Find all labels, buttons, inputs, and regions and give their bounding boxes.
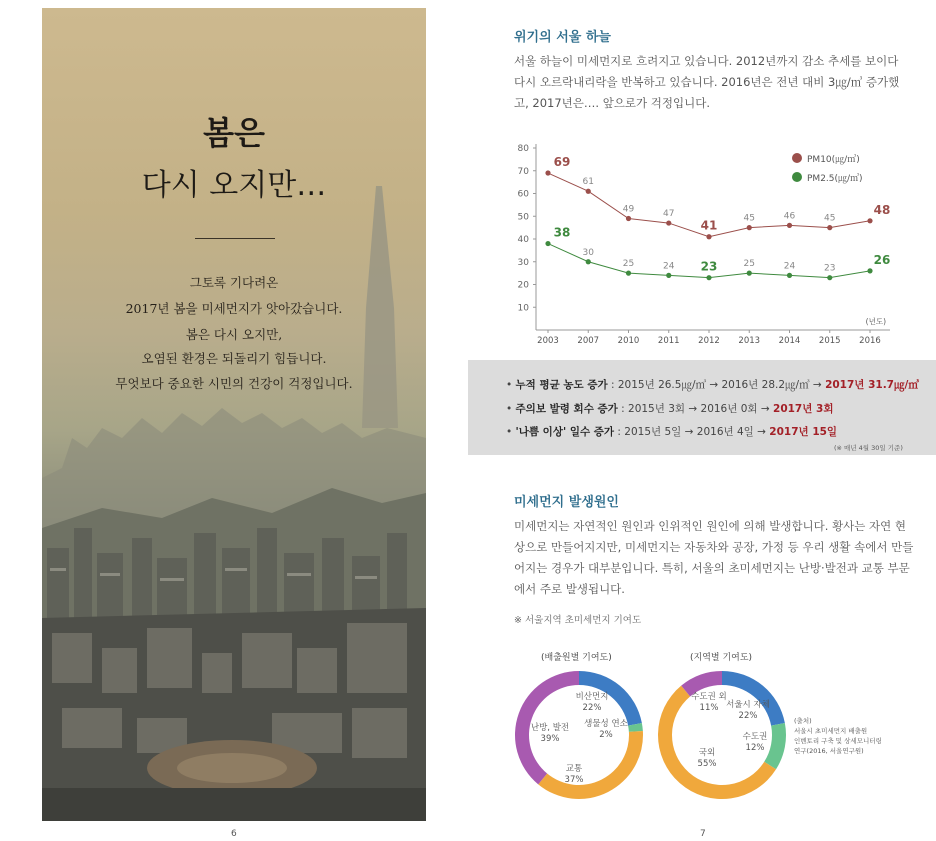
data-label: 48 (873, 202, 891, 217)
y-tick-label: 20 (517, 280, 529, 291)
stat-item: • 누적 평균 농도 증가 : 2015년 26.5㎍/㎥ → 2016년 28.2㎍/㎥ → 2017년 31.7㎍/㎥ (506, 379, 919, 391)
region-donut (655, 668, 789, 802)
data-label: 49 (622, 204, 635, 215)
data-label: 25 (622, 259, 635, 270)
cover-body-line: 2017년 봄을 미세먼지가 앗아갔습니다. (125, 301, 343, 316)
x-tick-label: 2010 (617, 336, 640, 346)
data-point (626, 216, 631, 221)
data-label: 61 (582, 177, 594, 188)
donut-note: ※ 서울지역 초미세먼지 기여도 (514, 615, 642, 626)
donut-slice (764, 723, 786, 769)
y-tick-label: 40 (517, 235, 529, 245)
cover-body-line: 그토록 기다려온 (189, 275, 279, 290)
y-tick-label: 50 (517, 212, 529, 223)
legend-marker (792, 172, 802, 182)
data-point (626, 271, 631, 276)
slice-value: 11% (699, 703, 719, 713)
source-line: (출처) (794, 717, 812, 725)
section-title-causes: 미세먼지 발생원인 (514, 495, 619, 510)
source-line: 인벤토리 구축 및 상세모니터링 (794, 737, 882, 745)
slice-value: 12% (745, 743, 765, 753)
x-tick-label: 2003 (537, 336, 559, 346)
pm-line-chart (500, 140, 900, 350)
slice-value: 22% (582, 703, 602, 713)
cover-body-line: 봄은 다시 오지만, (185, 327, 283, 342)
emission-source-donut (512, 668, 646, 802)
page-number-left: 6 (231, 829, 237, 839)
stat-label: '나쁨 이상' 일수 증가 (515, 426, 615, 438)
data-point (666, 273, 671, 278)
data-point (706, 234, 711, 239)
slice-value: 22% (738, 711, 758, 721)
y-tick-label: 10 (517, 303, 529, 314)
slice-value: 2% (599, 730, 613, 740)
data-label: 69 (553, 155, 571, 170)
stat-highlight: 2017년 31.7㎍/㎥ (825, 379, 919, 391)
slice-label: 교통 (565, 764, 583, 774)
x-tick-label: 2011 (657, 336, 680, 346)
donut1-title: (배출원별 기여도) (541, 653, 612, 663)
slice-label: 국외 (698, 748, 716, 758)
data-label: 23 (700, 259, 718, 274)
x-unit-label: (년도) (865, 317, 886, 326)
y-tick-label: 70 (517, 166, 529, 177)
source-note (794, 716, 882, 756)
slice-label: 난방, 발전 (530, 723, 570, 733)
data-point (787, 223, 792, 228)
paragraph-line: 서울 하늘이 미세먼지로 흐려지고 있습니다. 2012년까지 감소 추세를 보이다 (514, 54, 899, 68)
slice-value: 37% (564, 775, 584, 785)
data-label: 26 (873, 252, 891, 267)
data-point (867, 218, 872, 223)
paragraph-line: 상으로 만들어지지만, 미세먼지는 자동차와 공장, 가정 등 우리 생활 속에서 만들 (514, 540, 914, 554)
data-point (706, 275, 711, 280)
data-label: 46 (783, 211, 796, 222)
x-tick-label: 2013 (738, 336, 761, 346)
stat-text: : 2015년 3회 → 2016년 0회 → (617, 403, 774, 415)
data-label: 38 (553, 225, 571, 240)
data-point (666, 220, 671, 225)
section2-paragraph (514, 516, 914, 600)
x-tick-label: 2007 (577, 336, 600, 346)
y-tick-label: 30 (517, 257, 529, 268)
data-label: 41 (700, 218, 718, 233)
paragraph-line: 고, 2017년은…. 앞으로가 걱정입니다. (514, 96, 711, 110)
slice-label: 생물성 연소 (584, 719, 628, 729)
data-point (747, 225, 752, 230)
data-label: 45 (743, 213, 755, 224)
cover-title-line2: 다시 오지만… (141, 168, 327, 203)
cover-title-line1: 봄은 (203, 114, 265, 152)
donut2-title: (지역별 기여도) (690, 653, 753, 663)
slice-value: 39% (540, 734, 560, 744)
data-label: 47 (663, 209, 675, 220)
y-tick-label: 80 (517, 144, 529, 154)
data-point (545, 241, 550, 246)
stat-highlight: 2017년 3회 (773, 403, 834, 415)
source-line: 연구(2016, 서울연구원) (794, 747, 864, 755)
section-title-crisis: 위기의 서울 하늘 (514, 30, 611, 45)
x-tick-label: 2014 (778, 336, 801, 346)
cover-body-line: 무엇보다 중요한 시민의 건강이 걱정입니다. (115, 376, 353, 391)
paragraph-line: 에서 주로 발생됩니다. (514, 582, 625, 596)
data-point (827, 225, 832, 230)
data-point (787, 273, 792, 278)
stat-text: : 2015년 26.5㎍/㎥ → 2016년 28.2㎍/㎥ → (607, 379, 826, 391)
data-label: 25 (743, 259, 755, 270)
section1-paragraph (514, 51, 904, 114)
stats-note: (※ 매년 4월 30일 기준) (834, 444, 903, 452)
x-tick-label: 2015 (818, 336, 841, 346)
legend-marker (792, 153, 802, 163)
cover-photo (42, 8, 426, 821)
slice-value: 55% (697, 759, 717, 769)
x-tick-label: 2016 (859, 336, 881, 346)
cover-body-line: 오염된 환경은 되돌리기 힘듭니다. (141, 351, 327, 366)
data-label: 23 (824, 263, 836, 274)
page-number-right: 7 (700, 829, 706, 839)
data-label: 30 (582, 247, 594, 258)
stat-item: • 주의보 발령 회수 증가 : 2015년 3회 → 2016년 0회 → 2017년 3회 (506, 403, 834, 415)
data-point (747, 271, 752, 276)
paragraph-line: 다시 오르락내리락을 반복하고 있습니다. 2016년은 전년 대비 3㎍/㎥ 증가했 (514, 75, 900, 89)
data-point (545, 170, 550, 175)
slice-label: 수도권 외 (691, 692, 727, 702)
stat-label: 주의보 발령 회수 증가 (515, 403, 618, 415)
stat-text: : 2015년 5일 → 2016년 4일 → (614, 426, 770, 438)
source-line: 서울시 초미세먼지 배출원 (794, 727, 868, 735)
y-tick-label: 60 (517, 189, 529, 200)
paragraph-line: 어지는 경우가 대부분입니다. 특히, 서울의 초미세먼지는 난방·발전과 교통 부문 (514, 561, 910, 575)
data-point (586, 189, 591, 194)
title-divider (195, 238, 275, 239)
data-label: 45 (824, 213, 836, 224)
stat-label: 누적 평균 농도 증가 (515, 379, 608, 391)
slice-label: 비산먼지 (575, 692, 609, 702)
legend-label: PM2.5(㎍/㎥) (807, 174, 863, 184)
stat-item: • '나쁨 이상' 일수 증가 : 2015년 5일 → 2016년 4일 → 2017년 15일 (506, 426, 838, 438)
data-point (827, 275, 832, 280)
legend-label: PM10(㎍/㎥) (807, 155, 860, 165)
slice-label: 수도권 (742, 732, 768, 742)
data-label: 24 (663, 261, 675, 272)
paragraph-line: 미세먼지는 자연적인 원인과 인위적인 원인에 의해 발생합니다. 황사는 자연 현 (514, 519, 907, 533)
slice-label: 서울시 자체 (726, 700, 770, 710)
data-label: 24 (783, 261, 796, 272)
data-point (586, 259, 591, 264)
stat-highlight: 2017년 15일 (769, 426, 838, 438)
x-tick-label: 2012 (698, 336, 720, 346)
data-point (867, 268, 872, 273)
